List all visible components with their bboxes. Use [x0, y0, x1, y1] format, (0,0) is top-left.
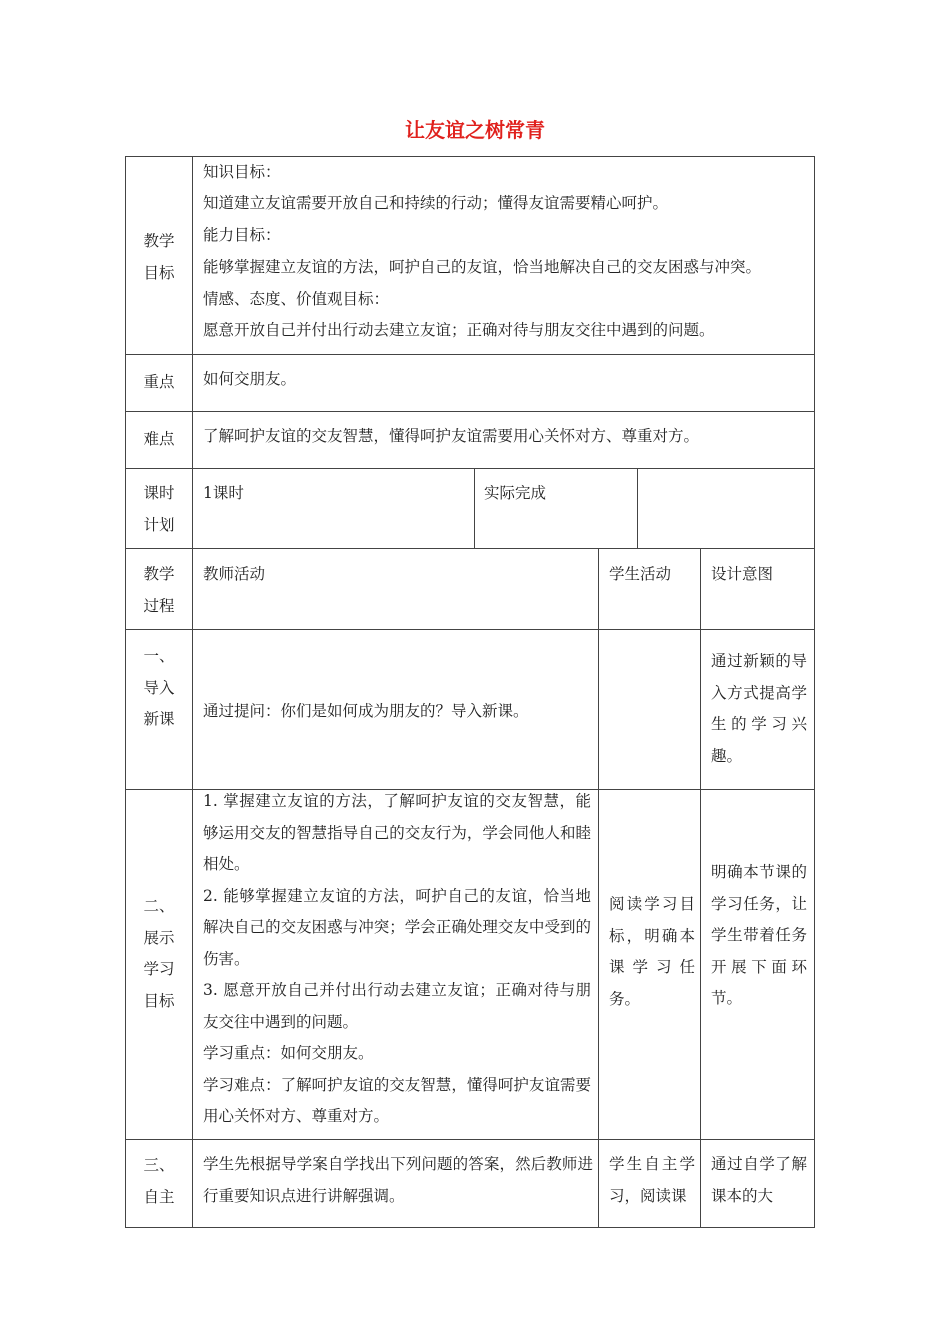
difficulty-label: 难点 [143, 430, 175, 448]
table-border [192, 156, 193, 1228]
objective-text: 愿意开放自己并付出行动去建立友谊；正确对待与朋友交往中遇到的问题。 [203, 321, 715, 339]
objective-text: 能够掌握建立友谊的方法，呵护自己的友谊，恰当地解决自己的交友困惑与冲突。 [203, 258, 762, 276]
stage-label: 三、 自主 [143, 1156, 175, 1206]
actual-complete-label: 实际完成 [484, 484, 547, 502]
table-border [125, 629, 815, 630]
teacher-activity: 通过提问：你们是如何成为朋友的？导入新课。 [203, 702, 529, 720]
objective-heading: 能力目标： [203, 226, 281, 244]
student-activity: 学生自主学习，阅读课 [609, 1155, 695, 1205]
table-border [598, 548, 599, 1228]
design-intent-header: 设计意图 [711, 565, 774, 583]
objective-heading: 情感、态度、价值观目标： [203, 290, 390, 308]
objective-heading: 知识目标： [203, 163, 281, 181]
table-border [125, 548, 815, 549]
table-border [125, 468, 815, 469]
design-intent: 通过自学了解课本的大 [711, 1155, 807, 1205]
table-border [125, 1139, 815, 1140]
objective-text: 知道建立友谊需要开放自己和持续的行动；懂得友谊需要精心呵护。 [203, 194, 669, 212]
table-border [700, 548, 701, 1228]
table-border [125, 354, 815, 355]
teacher-activity: 1. 掌握建立友谊的方法，了解呵护友谊的交友智慧，能够运用交友的智慧指导自己的交友行为，学会同他人和睦相处。 2. 能够掌握建立友谊的方法，呵护自己的友谊，恰当地解决自己的交友困惑与冲突；学会正确处理交友中受到的伤害。 3. 愿意开放自己并付出行动去建立友谊；正确对待与朋友交往中遇到的问题。 学习重点：如何交朋友。 学习难点：了解呵护友谊的交友智慧，懂得呵护友谊需要用心关怀对方、尊重对方。 [203, 792, 591, 1125]
key-point-label: 重点 [143, 373, 175, 391]
process-label: 教学 过程 [143, 565, 175, 615]
table-border [814, 156, 815, 1228]
page-title: 让友谊之树常青 [405, 118, 545, 142]
schedule-hours: 1课时 [203, 484, 244, 502]
objectives-label: 教学 目标 [143, 232, 175, 282]
table-border [637, 468, 638, 549]
student-activity: 阅读学习目标，明确本课学习任务。 [609, 895, 695, 1008]
table-border [125, 411, 815, 412]
stage-label: 一、 导入 新课 [143, 647, 175, 728]
teacher-activity: 学生先根据导学案自学找出下列问题的答案，然后教师进行重要知识点进行讲解强调。 [203, 1155, 593, 1205]
difficulty-text: 了解呵护友谊的交友智慧，懂得呵护友谊需要用心关怀对方、尊重对方。 [203, 427, 700, 445]
key-point-text: 如何交朋友。 [203, 370, 297, 388]
stage-label: 二、 展示 学习 目标 [143, 897, 175, 1010]
table-border [125, 1227, 815, 1228]
design-intent: 通过新颖的导入方式提高学生的学习兴趣。 [711, 652, 807, 765]
design-intent: 明确本节课的学习任务，让学生带着任务开展下面环节。 [711, 863, 807, 1007]
student-activity-header: 学生活动 [609, 565, 672, 583]
table-border [474, 468, 475, 549]
schedule-label: 课时 计划 [143, 484, 175, 534]
teacher-activity-header: 教师活动 [203, 565, 266, 583]
